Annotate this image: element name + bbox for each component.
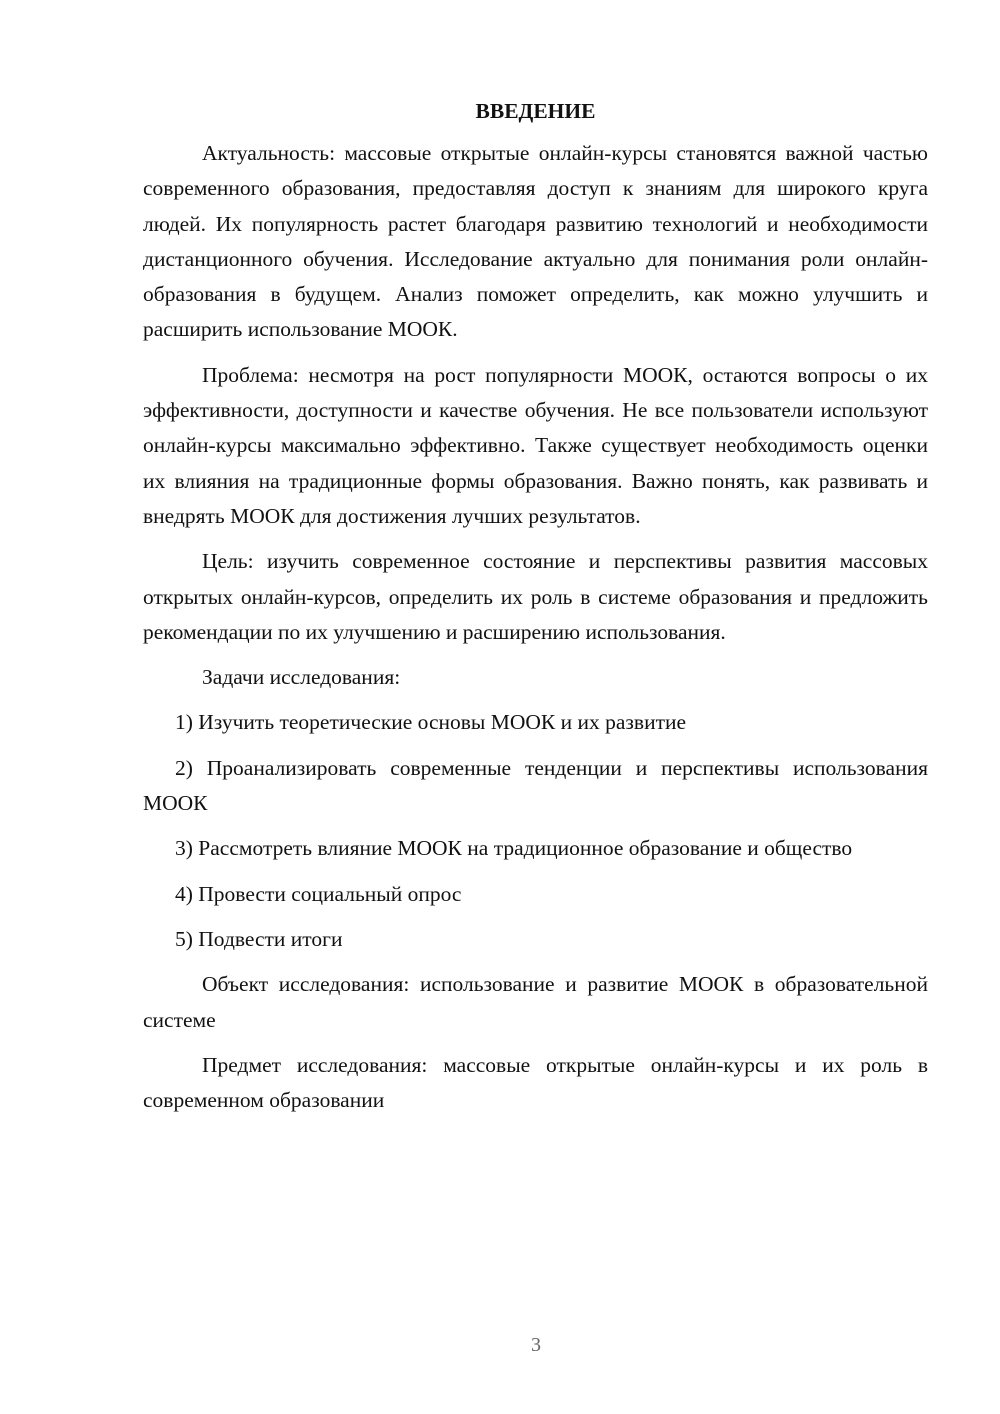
goal-paragraph: Цель: изучить современное состояние и перспективы развития массовых открытых онлайн-курсов, определить их роль в системе образования и предложить рекомендации по их улучшению и расширению использования. bbox=[143, 549, 928, 644]
task-item: 2) Проанализировать современные тенденции и перспективы использования МООК bbox=[143, 755, 928, 816]
problem-paragraph: Проблема: несмотря на рост популярности МООК, остаются вопросы о их эффективности, доступности и качестве обучения. Не все пользователи используют онлайн-курсы максимально эффективно. Также существует необходимость оценки их влияния на традиционные формы образования. Важно понять, как развивать и внедрять МООК для достижения лучших результатов. bbox=[143, 362, 928, 528]
task-item: 3) Рассмотреть влияние МООК на традиционное образование и общество bbox=[175, 836, 853, 861]
task-item: 4) Провести социальный опрос bbox=[175, 881, 462, 906]
relevance-paragraph: Актуальность: массовые открытые онлайн-курсы становятся важной частью современного образования, предоставляя доступ к знаниям для широкого круга людей. Их популярность растет благодаря развитию технологий и необходимости дистанционного обучения. Исследование актуально для понимания роли онлайн-образования в будущем. Анализ поможет определить, как можно улучшить и расширить использование МООК. bbox=[143, 141, 928, 342]
task-item: 5) Подвести итоги bbox=[175, 926, 343, 951]
task-item: 1) Изучить теоретические основы МООК и их развитие bbox=[175, 710, 687, 735]
tasks-heading: Задачи исследования: bbox=[202, 665, 401, 690]
subject-paragraph: Предмет исследования: массовые открытые онлайн-курсы и их роль в современном образовании bbox=[143, 1052, 928, 1113]
page-number: 3 bbox=[531, 1334, 541, 1356]
page-title: ВВЕДЕНИЕ bbox=[475, 99, 596, 123]
page-content bbox=[143, 96, 928, 1128]
tasks-list bbox=[143, 705, 928, 957]
object-paragraph: Объект исследования: использование и развитие МООК в образовательной системе bbox=[143, 972, 928, 1032]
